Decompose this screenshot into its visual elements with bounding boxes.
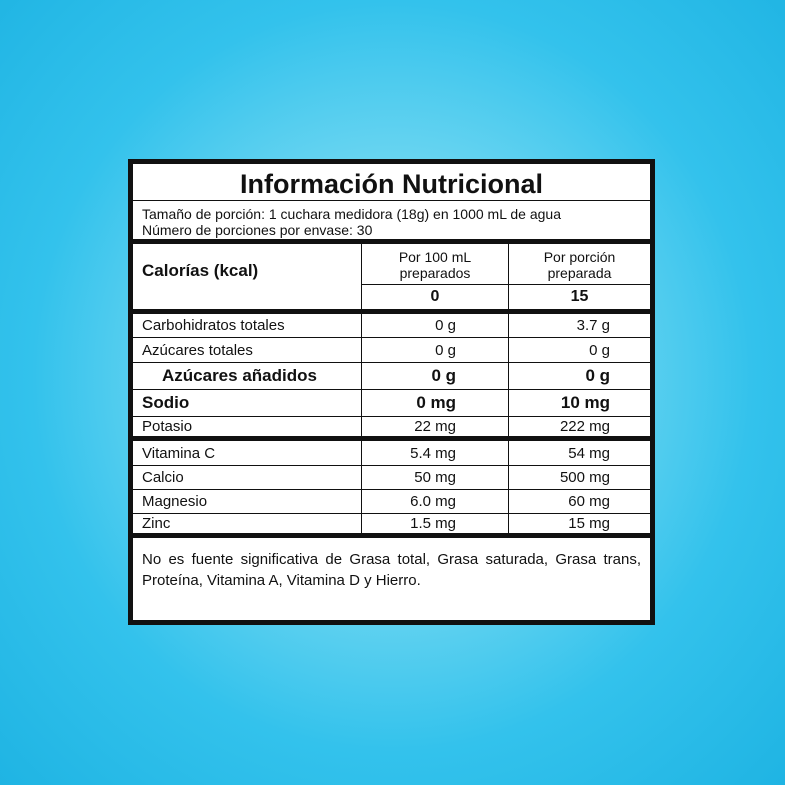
footnote: No es fuente significativa de Grasa total, Grasa saturada, Grasa trans, Proteína, Vitamina A, Vitamina D y Hierro. xyxy=(142,551,641,589)
nutrient-name: Zinc xyxy=(133,514,362,533)
per-100ml-heading-line1: Por 100 mL xyxy=(398,249,472,265)
nutrient-row-magnesio xyxy=(133,490,650,514)
nutrient-name: Carbohidratos totales xyxy=(133,314,362,337)
calories-per-serving: 15 xyxy=(570,288,589,305)
nutrient-name: Azúcares añadidos xyxy=(133,363,362,389)
column-header-per-100ml xyxy=(362,244,509,309)
nutrient-per-100ml: 0 g xyxy=(362,363,509,389)
nutrient-per-100ml: 0 g xyxy=(362,314,509,337)
calories-per-100ml: 0 xyxy=(430,288,440,305)
nutrient-per-serving: 60 mg xyxy=(568,493,610,510)
nutrient-per-100ml: 1.5 mg xyxy=(362,514,509,533)
serving-size: Tamaño de porción: 1 cuchara medidora (18g) en 1000 mL de agua xyxy=(142,206,561,222)
servings-per-container: Número de porciones por envase: 30 xyxy=(142,222,373,238)
nutrient-row-potasio xyxy=(133,417,650,441)
nutrient-per-100ml: 22 mg xyxy=(362,417,509,436)
nutrient-row-calcio xyxy=(133,466,650,490)
nutrient-per-serving: 0 g xyxy=(585,366,610,385)
nutrient-name: Calcio xyxy=(133,466,362,489)
nutrient-row-carbohidratos xyxy=(133,314,650,338)
nutrient-row-vitamina-c xyxy=(133,441,650,466)
nutrient-name: Potasio xyxy=(133,417,362,436)
nutrient-per-100ml: 6.0 mg xyxy=(362,490,509,513)
per-serving-heading xyxy=(509,244,650,285)
column-header-per-serving xyxy=(509,244,650,309)
nutrient-per-100ml: 50 mg xyxy=(362,466,509,489)
nutrient-per-100ml: 0 g xyxy=(362,338,509,362)
nutrition-facts-label xyxy=(128,159,655,625)
nutrient-per-100ml: 0 mg xyxy=(362,390,509,416)
nutrient-per-serving: 15 mg xyxy=(568,515,610,532)
nutrient-table xyxy=(133,244,650,538)
nutrient-per-serving: 54 mg xyxy=(568,444,610,462)
nutrient-per-serving: 222 mg xyxy=(559,418,610,435)
label-title: Información Nutricional xyxy=(133,164,650,201)
nutrient-per-serving: 500 mg xyxy=(559,469,610,486)
per-100ml-heading-line2: preparados xyxy=(399,265,471,281)
nutrient-per-100ml: 5.4 mg xyxy=(362,441,509,465)
nutrient-name: Azúcares totales xyxy=(133,338,362,362)
nutrient-per-serving: 3.7 g xyxy=(576,317,610,334)
per-serving-heading-line1: Por porción xyxy=(543,249,616,265)
nutrient-row-zinc xyxy=(133,514,650,538)
nutrient-row-azucares-anadidos xyxy=(133,363,650,390)
nutrient-name: Sodio xyxy=(133,390,362,416)
per-100ml-heading xyxy=(362,244,508,285)
calories-label: Calorías (kcal) xyxy=(133,244,362,309)
nutrient-per-serving: 10 mg xyxy=(560,393,610,412)
nutrient-name: Magnesio xyxy=(133,490,362,513)
nutrient-row-sodio xyxy=(133,390,650,417)
nutrient-row-azucares-totales xyxy=(133,338,650,363)
nutrient-name: Vitamina C xyxy=(133,441,362,465)
nutrient-per-serving: 0 g xyxy=(589,341,610,359)
serving-info xyxy=(133,201,650,244)
per-serving-heading-line2: preparada xyxy=(547,265,612,281)
calories-header-row xyxy=(133,244,650,314)
